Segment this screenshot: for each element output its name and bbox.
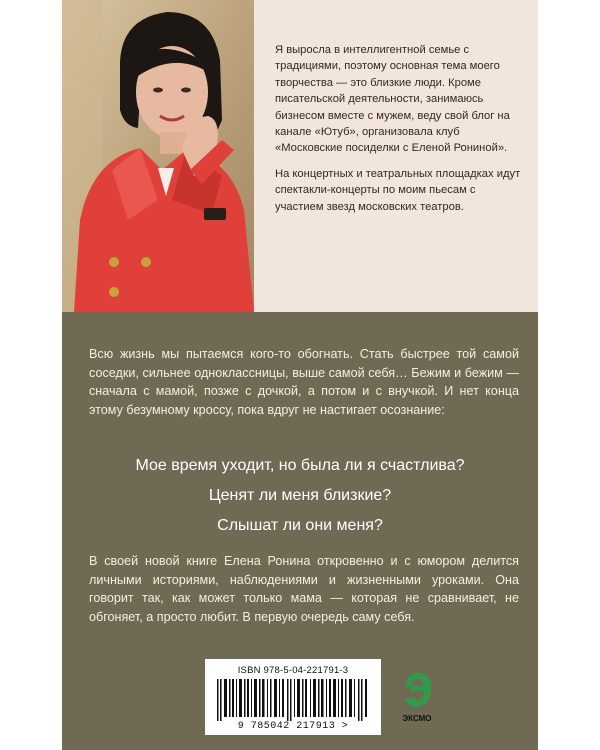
- book-back-cover: [62, 0, 538, 750]
- barcode-panel: [205, 659, 381, 735]
- author-section: [62, 0, 538, 312]
- blurb-description: В своей новой книге Елена Ронина откровенно и с юмором делится личными историями, наблюдениями и жизненными уроками. Она говорит так, как может только мама — которая не сравнивает, не обгоняет, а просто любит. В первую очередь саму себя.: [89, 554, 519, 624]
- blurb-intro: Всю жизнь мы пытаемся кого-то обогнать. Стать быстрее той самой соседки, сильнее одноклассницы, выше самой себя… Бежим и бежим — сначала с мамой, позже с дочкой, а потом и с внучкой. И нет конца этому безумному кроссу, пока вдруг не настигает осознание:: [89, 347, 519, 417]
- question-3: Слышат ли они меня?: [217, 517, 383, 534]
- question-1: Мое время уходит, но была ли я счастлива?: [135, 457, 465, 474]
- question-2: Ценят ли меня близкие?: [208, 487, 392, 504]
- barcode-bars: [217, 679, 369, 721]
- author-photo: [62, 0, 254, 312]
- barcode-digits: 9 785042 217913 >: [237, 721, 349, 732]
- author-portrait-illustration: [62, 0, 254, 312]
- publisher-name: ЭКСМО: [402, 714, 432, 723]
- bio-paragraph-2: На концертных и театральных площадках идут спектакли-концерты по моим пьесам с участием звезд московских театров.: [275, 167, 521, 213]
- eksmo-logo-icon: [399, 667, 435, 727]
- isbn-text: ISBN 978-5-04-221791-3: [237, 665, 349, 676]
- highlight-questions: [62, 451, 538, 541]
- bio-paragraph-1: Я выросла в интеллигентной семье с традициями, поэтому основная тема моего творчества — это близкие люди. Кроме писательской деятельности, занимаюсь бизнесом вместе с мужем, веду свой блог на канале «Ютуб», организовала клуб «Московские посиделки с Еленой Рониной».: [275, 44, 510, 155]
- author-bio: [275, 42, 525, 224]
